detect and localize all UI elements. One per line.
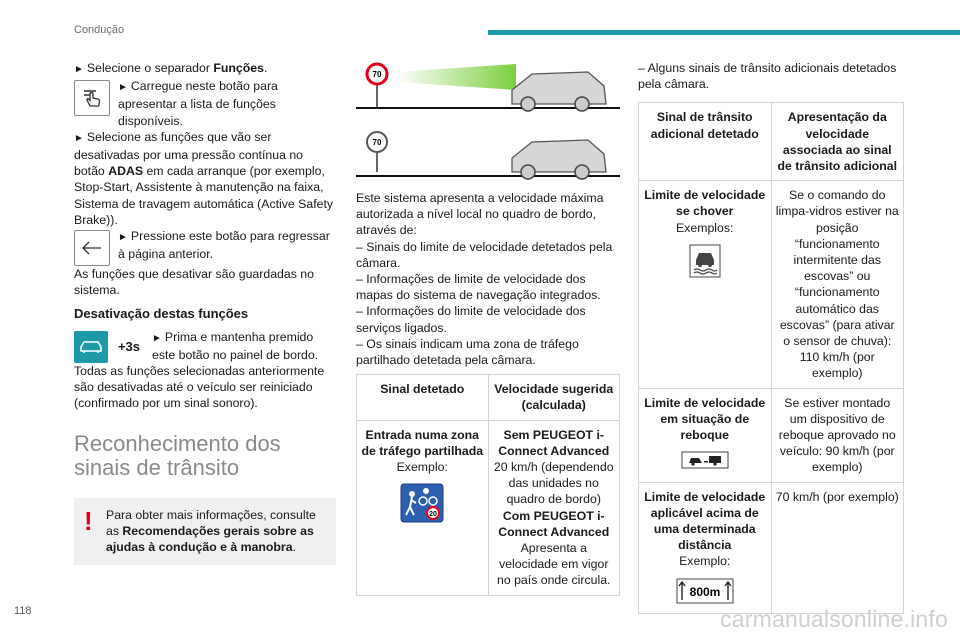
table-row: Limite de velocidade aplicável acima de uma determinada distância Exemplo: 800m 70 km/h (por exemplo) xyxy=(639,482,904,613)
warning-exclamation-icon: ! xyxy=(84,505,93,536)
bullet-arrow-icon: ► xyxy=(118,232,128,244)
list-item: – Informações do limite de velocidade dos serviços ligados. xyxy=(356,304,586,335)
table-header: Apresentação da velocidade associada ao sinal de trânsito adicional xyxy=(771,103,904,181)
header-title: Condução xyxy=(74,24,125,36)
header-accent-bar xyxy=(488,30,960,35)
subheading-deactivation: Desativação destas funções xyxy=(74,306,249,322)
bullet-arrow-icon: ► xyxy=(74,64,84,75)
paragraph-system-intro: Este sistema apresenta a velocidade máxima autorizada a nível local no quadro de bordo, através de: xyxy=(356,191,604,238)
distance-value: 800m xyxy=(689,584,721,599)
speed-sign-illustration-1 xyxy=(356,60,620,120)
shared-zone-sign-icon xyxy=(361,483,484,523)
back-arrow-icon xyxy=(74,230,110,266)
paragraph-select-tab: ► Selecione o separador Funções. xyxy=(74,61,268,75)
paragraph-saved: As funções que desativar são guardadas no sistema. xyxy=(74,267,314,298)
page-number: 118 xyxy=(14,605,32,617)
paragraph-show-functions: ► Carregue neste botão para apresentar a lista de funções disponíveis. xyxy=(118,79,278,128)
bullet-arrow-icon: ► xyxy=(74,132,84,144)
paragraph-return: ► Pressione este botão para regressar à página anterior. xyxy=(118,229,330,262)
sign-speed-value: 20 xyxy=(429,511,438,519)
list-item: – Sinais do limite de velocidade detetados pela câmara. xyxy=(356,239,613,270)
table-header: Sinal detetado xyxy=(357,375,489,420)
table-row: Limite de velocidade em situação de reboque Se estiver montado um dispositivo de reboque aprovado no veículo: 90 km/h (por exemplo) xyxy=(639,388,904,482)
table-row: Entrada numa zona de tráfego partilhada Exemplo: 20 Sem PEUGEOT i-Connect Advanced 20 km/h (dependendo das unidades no quadro de bordo) Com PEUGEOT i-Connect Advanced Apresenta a velocidade em vigor no país onde circula. xyxy=(357,420,620,595)
table-header: Sinal de trânsito adicional detetado xyxy=(639,103,772,181)
list-item: – Informações de limite de velocidade dos mapas do sistema de navegação integrados. xyxy=(356,272,601,303)
paragraph-deactivated: Todas as funções selecionadas anteriormente são desativadas até o veículo ser reiniciado (confirmado por um sinal sonoro). xyxy=(74,364,325,411)
paragraph-press-hold: ► Prima e mantenha premido este botão no painel de bordo. xyxy=(152,329,319,362)
press-3s-icon: +3s xyxy=(117,338,141,354)
table-header: Velocidade sugerida (calculada) xyxy=(488,375,620,420)
speed-sign-illustration-2 xyxy=(356,124,620,184)
paragraph-additional-signs: – Alguns sinais de trânsito adicionais detetados pela câmara. xyxy=(638,61,897,92)
distance-sign-icon xyxy=(643,578,767,604)
paragraph-select-functions: ► Selecione as funções que vão ser desativadas por uma pressão contínua no botão ADAS em cada arranque (por exemplo, Stop-Start, Assistente à manutenção na faixa, Sistema de travagem automática (Active Safety Brake)). xyxy=(74,129,334,227)
bullet-arrow-icon: ► xyxy=(118,82,128,94)
section-title: Reconhecimento dos sinais de trânsito xyxy=(74,430,281,480)
column-1 xyxy=(74,60,336,565)
watermark: carmanualsonline.info xyxy=(720,606,948,632)
list-item: – Os sinais indicam uma zona de tráfego partilhado detetada pela câmara. xyxy=(356,336,579,368)
bullet-arrow-icon: ► xyxy=(152,332,162,344)
rain-sign-icon xyxy=(643,244,767,278)
towing-sign-icon xyxy=(643,451,767,469)
shared-zone-table xyxy=(356,374,620,595)
column-3 xyxy=(638,60,904,614)
touch-hand-icon xyxy=(74,80,110,116)
additional-signs-table xyxy=(638,102,904,613)
info-note: ! Para obter mais informações, consulte as Recomendações gerais sobre as ajudas à condução e à manobra. xyxy=(74,498,336,566)
adas-car-icon xyxy=(74,331,108,363)
sign-speed-value: 70 xyxy=(372,70,382,79)
sign-speed-value: 70 xyxy=(372,138,382,147)
column-2 xyxy=(356,60,620,596)
table-row: Limite de velocidade se chover Exemplos: Se o comando do limpa-vidros estiver na posição “funcionamento intermitente das escovas” ou “funcionamento automático das escovas” (para ativar o sensor de chuva): 110 km/h (por exemplo) xyxy=(639,181,904,388)
